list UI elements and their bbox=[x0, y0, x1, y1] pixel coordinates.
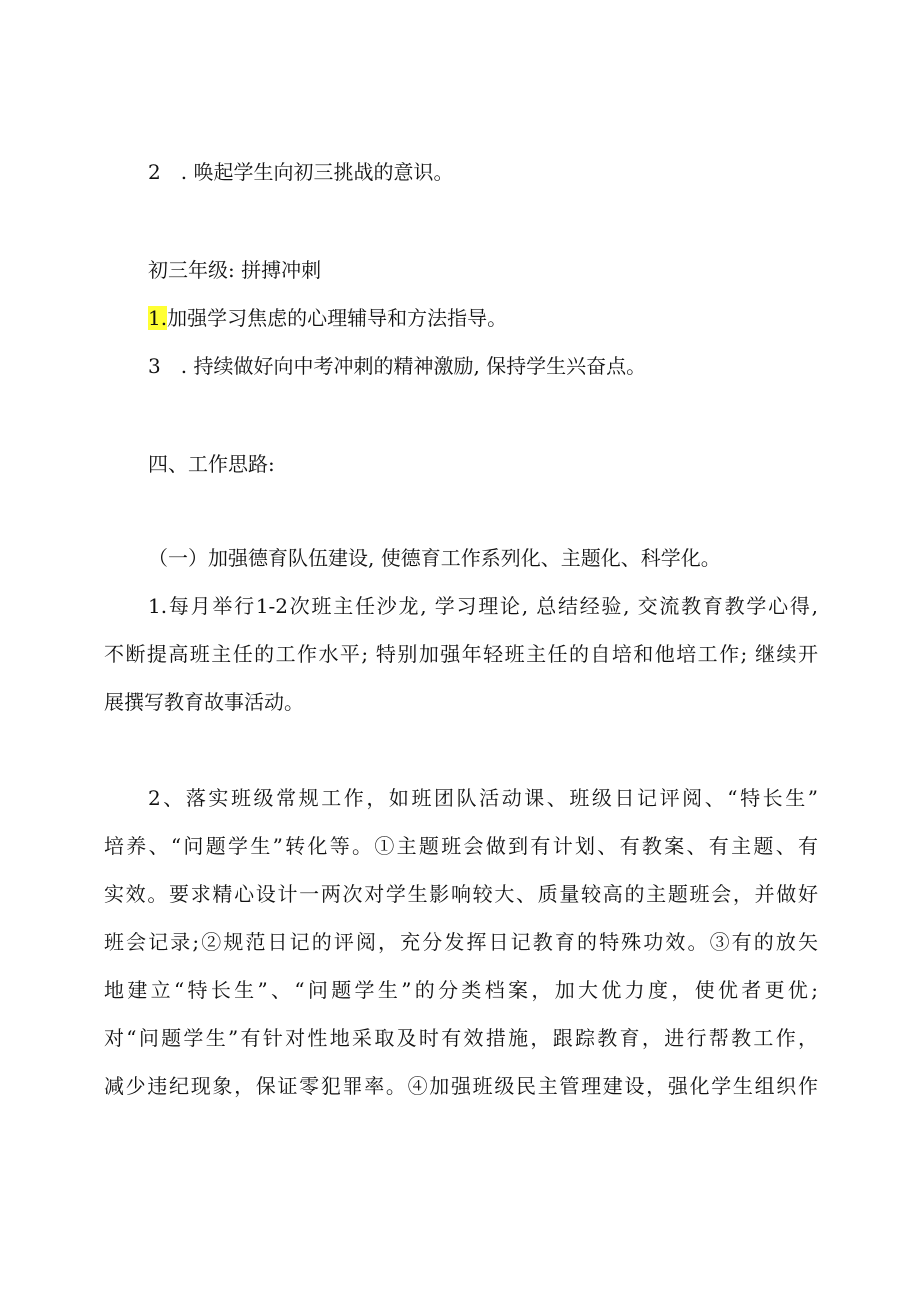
paragraph-2-line-5: 地建立“特长生”、“问题学生”的分类档案，加大优力度，使优者更优; bbox=[104, 978, 818, 1002]
paragraph-1-line-1: 1.每月举行1-2次班主任沙龙, 学习理论, 总结经验, 交流教育教学心得, bbox=[148, 594, 818, 618]
paragraph-1-line-2: 不断提高班主任的工作水平; 特别加强年轻班主任的自培和他培工作; 继续开 bbox=[104, 642, 818, 666]
section-heading-work-ideas: 四、工作思路: bbox=[148, 452, 275, 476]
subsection-heading-moral-team: （一）加强德育队伍建设, 使德育工作系列化、主题化、科学化。 bbox=[148, 546, 721, 570]
highlighted-list-marker: 1. bbox=[148, 306, 168, 330]
paragraph-2-line-7: 减少违纪现象，保证零犯罪率。④加强班级民主管理建设，强化学生组织作 bbox=[104, 1074, 818, 1098]
paragraph-grade3-item3: 3 . 持续做好向中考冲刺的精神激励, 保持学生兴奋点。 bbox=[148, 354, 647, 378]
heading-grade3: 初三年级: 拼搏冲刺 bbox=[148, 258, 322, 282]
paragraph-2-line-6: 对“问题学生”有针对性地采取及时有效措施，跟踪教育，进行帮教工作， bbox=[104, 1026, 818, 1050]
paragraph-grade3-item1 bbox=[148, 304, 507, 332]
paragraph-2-line-1: 2、落实班级常规工作，如班团队活动课、班级日记评阅、“特长生” bbox=[148, 786, 818, 810]
paragraph-2-line-2: 培养、“问题学生”转化等。①主题班会做到有计划、有教案、有主题、有 bbox=[104, 834, 818, 858]
paragraph-2-line-3: 实效。要求精心设计一两次对学生影响较大、质量较高的主题班会，并做好 bbox=[104, 882, 818, 906]
paragraph-grade2-item2: 2 . 唤起学生向初三挑战的意识。 bbox=[148, 160, 454, 184]
paragraph-2-line-4: 班会记录;②规范日记的评阅，充分发挥日记教育的特殊功效。③有的放矢 bbox=[104, 930, 818, 954]
paragraph-grade3-item1-text: 加强学习焦虑的心理辅导和方法指导。 bbox=[167, 306, 508, 330]
paragraph-1-line-3: 展撰写教育故事活动。 bbox=[104, 690, 304, 714]
